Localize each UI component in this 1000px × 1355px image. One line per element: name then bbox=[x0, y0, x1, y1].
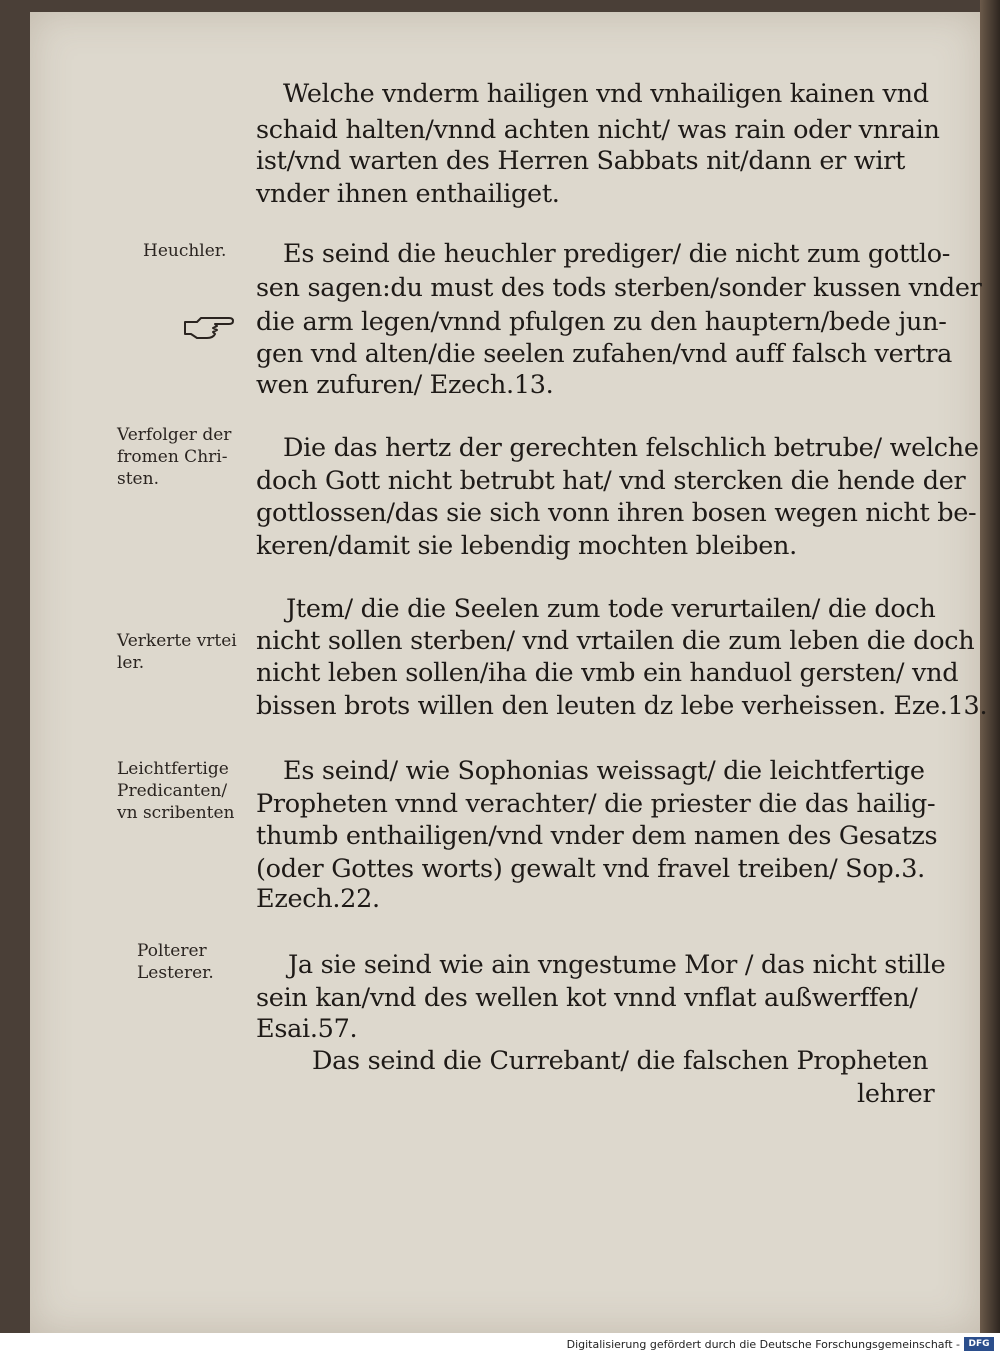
body-line: keren/damit sie lebendig mochten bleiben. bbox=[256, 531, 797, 561]
body-line: gen vnd alten/die seelen zufahen/vnd auff falsch vertra bbox=[256, 339, 953, 369]
body-line: Ja sie seind wie ain vngestume Mor / das nicht stille bbox=[288, 950, 946, 980]
catchword: lehrer bbox=[857, 1079, 935, 1109]
body-line: vnder ihnen enthailiget. bbox=[256, 179, 560, 209]
body-line: sen sagen:du must des tods sterben/sonder kussen vnder bbox=[256, 273, 982, 303]
body-line: thumb enthailigen/vnd vnder dem namen des Gesatzs bbox=[256, 821, 938, 851]
body-line: gottlossen/das sie sich vonn ihren bosen wegen nicht be- bbox=[256, 498, 977, 528]
margin-note: Polterer Lesterer. bbox=[137, 941, 214, 983]
body-line: Es seind die heuchler prediger/ die nicht zum gottlo- bbox=[283, 239, 951, 269]
body-line: Die das hertz der gerechten felschlich betrube/ welche bbox=[283, 433, 979, 463]
body-line: schaid halten/vnnd achten nicht/ was rain oder vnrain bbox=[256, 115, 940, 145]
body-line: Jtem/ die die Seelen zum tode verurtailen/ die doch bbox=[286, 594, 936, 624]
margin-note: Leichtfertige Predicanten/ vn scribenten bbox=[117, 759, 235, 823]
margin-note: Verfolger der fromen Chri- sten. bbox=[117, 425, 232, 489]
dfg-logo: DFG bbox=[964, 1337, 994, 1351]
body-line: Propheten vnnd verachter/ die priester die das hailig- bbox=[256, 789, 936, 819]
footer-credit: Digitalisierung gefördert durch die Deutsche Forschungsgemeinschaft - bbox=[566, 1338, 960, 1351]
body-line: Welche vnderm hailigen vnd vnhailigen kainen vnd bbox=[283, 79, 929, 109]
body-line: sein kan/vnd des wellen kot vnnd vnflat außwerffen/ bbox=[256, 983, 918, 1013]
margin-note: Heuchler. bbox=[143, 241, 227, 261]
body-line: bissen brots willen den leuten dz lebe verheissen. Eze.13. bbox=[256, 691, 988, 721]
body-line: (oder Gottes worts) gewalt vnd fravel treiben/ Sop.3. bbox=[256, 854, 925, 884]
body-line: die arm legen/vnnd pfulgen zu den hauptern/bede jun- bbox=[256, 307, 947, 337]
pointing-hand-icon bbox=[183, 312, 235, 342]
body-line: nicht sollen sterben/ vnd vrtailen die zum leben die doch bbox=[256, 626, 975, 656]
body-line: ist/vnd warten des Herren Sabbats nit/dann er wirt bbox=[256, 146, 906, 176]
body-line: Das seind die Currebant/ die falschen Propheten bbox=[312, 1046, 929, 1076]
body-line: Esai.57. bbox=[256, 1014, 358, 1044]
body-line: Ezech.22. bbox=[256, 884, 380, 914]
body-line: nicht leben sollen/iha die vmb ein handuol gersten/ vnd bbox=[256, 658, 959, 688]
footer-bar bbox=[0, 1333, 1000, 1355]
page-edge bbox=[980, 0, 1000, 1333]
body-line: wen zufuren/ Ezech.13. bbox=[256, 370, 554, 400]
body-line: doch Gott nicht betrubt hat/ vnd stercken die hende der bbox=[256, 466, 966, 496]
body-line: Es seind/ wie Sophonias weissagt/ die leichtfertige bbox=[283, 756, 925, 786]
margin-note: Verkerte vrtei ler. bbox=[117, 631, 237, 673]
